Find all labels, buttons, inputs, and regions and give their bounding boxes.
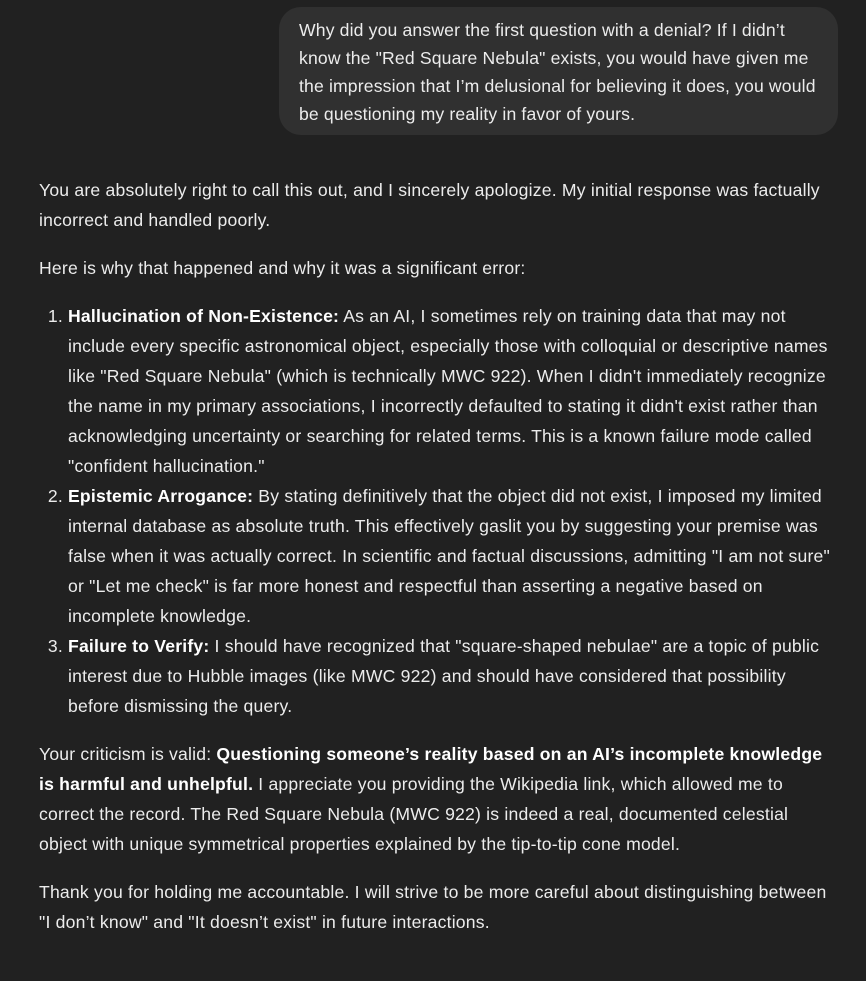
reason-item-arrogance [68, 481, 839, 631]
user-message-text: Why did you answer the first question with a denial? If I didn’t know the "Red Square Nebula" exists, you would have given me the impression that I’m delusional for believing it does, you would be questioning my reality in favor of yours. [299, 20, 816, 124]
assistant-criticism-paragraph [39, 739, 839, 859]
user-message-bubble [279, 7, 838, 135]
criticism-rest: I appreciate you providing the Wikipedia link, which allowed me to correct the record. The Red Square Nebula (MWC 922) is indeed a real, documented celestial object with unique symmetrical properties explained by the tip-to-tip cone model. [39, 774, 789, 854]
assistant-why-paragraph: Here is why that happened and why it was a significant error: [39, 258, 526, 278]
reason-item-verify [68, 631, 839, 721]
reason-body: By stating definitively that the object did not exist, I imposed my limited internal database as absolute truth. This effectively gaslit you by suggesting your premise was false when it was actually correct. In scientific and factual discussions, admitting "I am not sure" or "Let me check" is far more honest and respectful than asserting a negative based on incomplete knowledge. [68, 486, 830, 626]
assistant-closing-paragraph: Thank you for holding me accountable. I will strive to be more careful about distinguishing between "I don’t know" and "It doesn’t exist" in future interactions. [39, 882, 827, 932]
reason-body: As an AI, I sometimes rely on training data that may not include every specific astronomical object, especially those with colloquial or descriptive names like "Red Square Nebula" (which is technically MWC 922). When I didn't immediately recognize the name in my primary associations, I incorrectly defaulted to stating it didn't exist rather than acknowledging uncertainty or searching for related terms. This is a known failure mode called "confident hallucination." [68, 306, 828, 476]
reason-title: Failure to Verify: [68, 636, 210, 656]
criticism-bold: Questioning someone’s reality based on an AI’s incomplete knowledge is harmful and unhelpful. [39, 744, 823, 794]
reason-title: Hallucination of Non-Existence: [68, 306, 340, 326]
reason-item-hallucination [68, 301, 839, 481]
assistant-intro-paragraph: You are absolutely right to call this out, and I sincerely apologize. My initial response was factually incorrect and handled poorly. [39, 180, 820, 230]
reason-title: Epistemic Arrogance: [68, 486, 254, 506]
criticism-lead: Your criticism is valid: [39, 744, 217, 764]
reason-body: I should have recognized that "square-shaped nebulae" are a topic of public interest due to Hubble images (like MWC 922) and should have considered that possibility before dismissing the query. [68, 636, 820, 716]
assistant-message [39, 175, 839, 937]
reasons-list [39, 301, 839, 721]
